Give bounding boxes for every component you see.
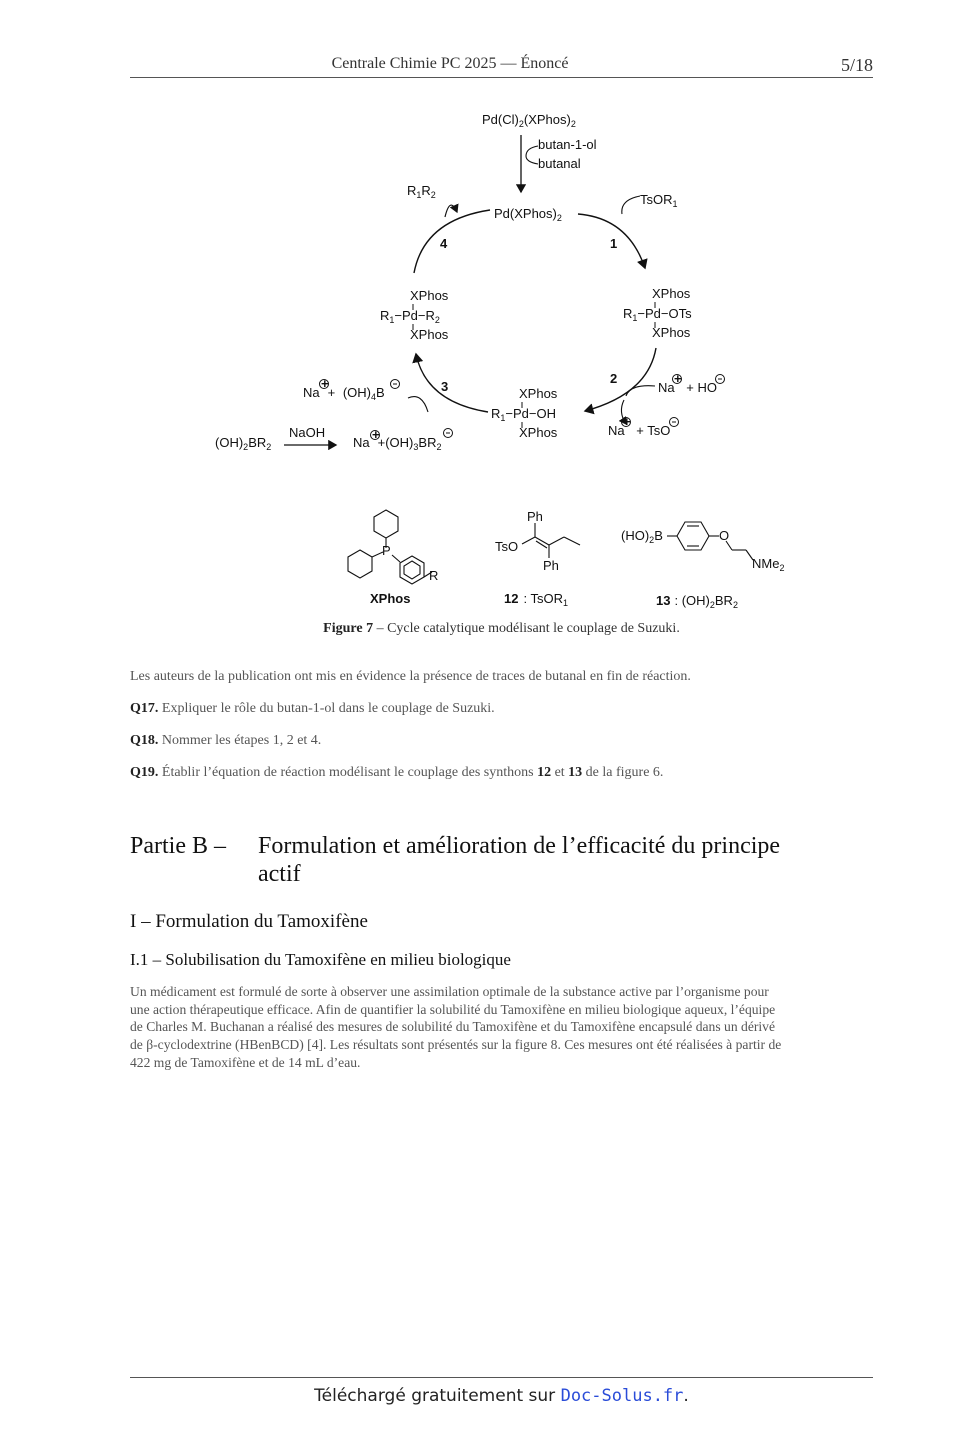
compound-13-amine: NMe$_2$ [752, 556, 785, 573]
step-label-3: 3 [441, 379, 449, 394]
subsection-heading: I.1 – Solubilisation du Tamoxifène en milieu biologique [130, 950, 511, 969]
section-heading: I – Formulation du Tamoxifène [130, 911, 368, 932]
header-rule [130, 77, 873, 78]
figure-caption-label: Figure 7 [323, 621, 374, 636]
running-header-title: Centrale Chimie PC 2025 — Énoncé [331, 55, 569, 72]
sodium-hydroxide-ions: Na + HO [658, 380, 717, 395]
butanol-label: butan-1-ol [538, 137, 597, 152]
figure-caption [130, 621, 873, 637]
question-q18: Q18. Nommer les étapes 1, 2 et 4. [130, 733, 322, 748]
naoh-label: NaOH [289, 425, 326, 440]
catalyst-label: $Pd(XPhos)_2$ [494, 206, 562, 223]
step3-arrow [416, 354, 488, 412]
svg-text:+: + [372, 427, 380, 442]
complex-b-ligand-bottom: XPhos [652, 325, 691, 340]
figure-caption-text: – Cycle catalytique modélisant le couplage de Suzuki. [376, 621, 680, 636]
complex-b-ligand-top: XPhos [652, 286, 691, 301]
product-release-arrow [445, 205, 457, 217]
reagent1-entry-arrow [622, 196, 640, 214]
compound-12-ph-top: Ph [527, 509, 543, 524]
tetrahydroxyborate-ions: $Na + (OH)_4B$ [303, 385, 385, 402]
compound-13-caption: 13 : $(OH)_2BR_2$ [656, 593, 738, 610]
step-label-1: 1 [610, 236, 618, 251]
complex-c-ligand-bottom: XPhos [519, 425, 558, 440]
compound-12-caption: 12 : TsOR$_1$ [504, 591, 568, 608]
question-q17: Q17. Expliquer le rôle du butan-1-ol dans le couplage de Suzuki. [130, 701, 495, 716]
precatalyst-label: $Pd(Cl)_2(XPhos)_2$ [482, 112, 576, 129]
intro-paragraph: Les auteurs de la publication ont mis en évidence la présence de traces de butanal en fin de réaction. [130, 669, 691, 684]
svg-text:+: + [321, 376, 329, 391]
complex-c-main: $R_1-Pd-OH$ [491, 406, 556, 423]
step-label-4: 4 [440, 236, 448, 251]
complex-d-main: $R_1-Pd-R_2$ [380, 308, 440, 325]
question-q19: Q19. Établir l’équation de réaction modélisant le couplage des synthons 12 et 13 de la figure 6. [130, 765, 664, 780]
product-label: $R_1R_2$ [407, 183, 436, 200]
compound-12-structure [522, 523, 580, 558]
step-label-2: 2 [610, 371, 618, 386]
footer: Téléchargé gratuitement sur Doc-Solus.fr. [314, 1386, 689, 1406]
butanal-label: butanal [538, 156, 581, 171]
part-b-heading: Partie B – Formulation et amélioration de l’efficacité du principe actif [130, 833, 781, 887]
doc-solus-link[interactable]: Doc-Solus.fr [560, 1386, 684, 1406]
svg-text:+: + [623, 414, 631, 429]
boronic-acid-label: $(OH)_2BR_2$ [215, 435, 272, 452]
body-paragraph: Un médicament est formulé de sorte à observer une assimilation optimale de la substance active par l’organisme pour une action thérapeutique efficace. Afin de quantifier la solubilité du Tamoxifène en milieu biologique aqueux, l’équipe de Charles M. Buchanan a réalisé des mesures de solubilité du Tamoxifène et du Tamoxifène encapsulé dans un dérivé de β-cyclodextrine (HBenBCD) [4]. Les résultats sont présentés sur la figure 8. Ces mesures ont été réalisées à partir de 422 mg de Tamoxifène et de 14 mL d’eau. [130, 984, 782, 1070]
sodium-tosylate-ions: Na + TsO [608, 423, 671, 438]
svg-text:+: + [674, 371, 682, 386]
reagent1-label: TsOR$_1$ [640, 192, 678, 209]
step4-arrow [414, 210, 490, 273]
complex-c-ligand-top: XPhos [519, 386, 558, 401]
xphos-caption: XPhos [370, 591, 411, 606]
step2-arrow [585, 348, 656, 411]
footer-rule [130, 1377, 873, 1378]
reduction-side-arrow [526, 146, 538, 164]
compound-13-structure [667, 522, 753, 560]
compound-13-boronic: $(HO)_2B$ [621, 528, 663, 545]
compound-12-tso: TsO [495, 539, 519, 554]
complex-b-main: $R_1-Pd-OTs$ [623, 306, 692, 323]
activated-boronate-label: $Na +(OH)_3BR_2$ [353, 435, 442, 452]
complex-d-ligand-bottom: XPhos [410, 327, 449, 342]
complex-d-ligand-top: XPhos [410, 288, 449, 303]
compound-13-oxygen: O [719, 528, 730, 543]
boronate-entry-arrow [408, 397, 428, 412]
catalytic-cycle-figure [200, 100, 800, 615]
xphos-r-group: R [429, 568, 439, 583]
page-number: 5/18 [840, 55, 873, 75]
compound-12-ph-bottom: Ph [543, 558, 559, 573]
xphos-phosphorus: P [382, 543, 391, 558]
